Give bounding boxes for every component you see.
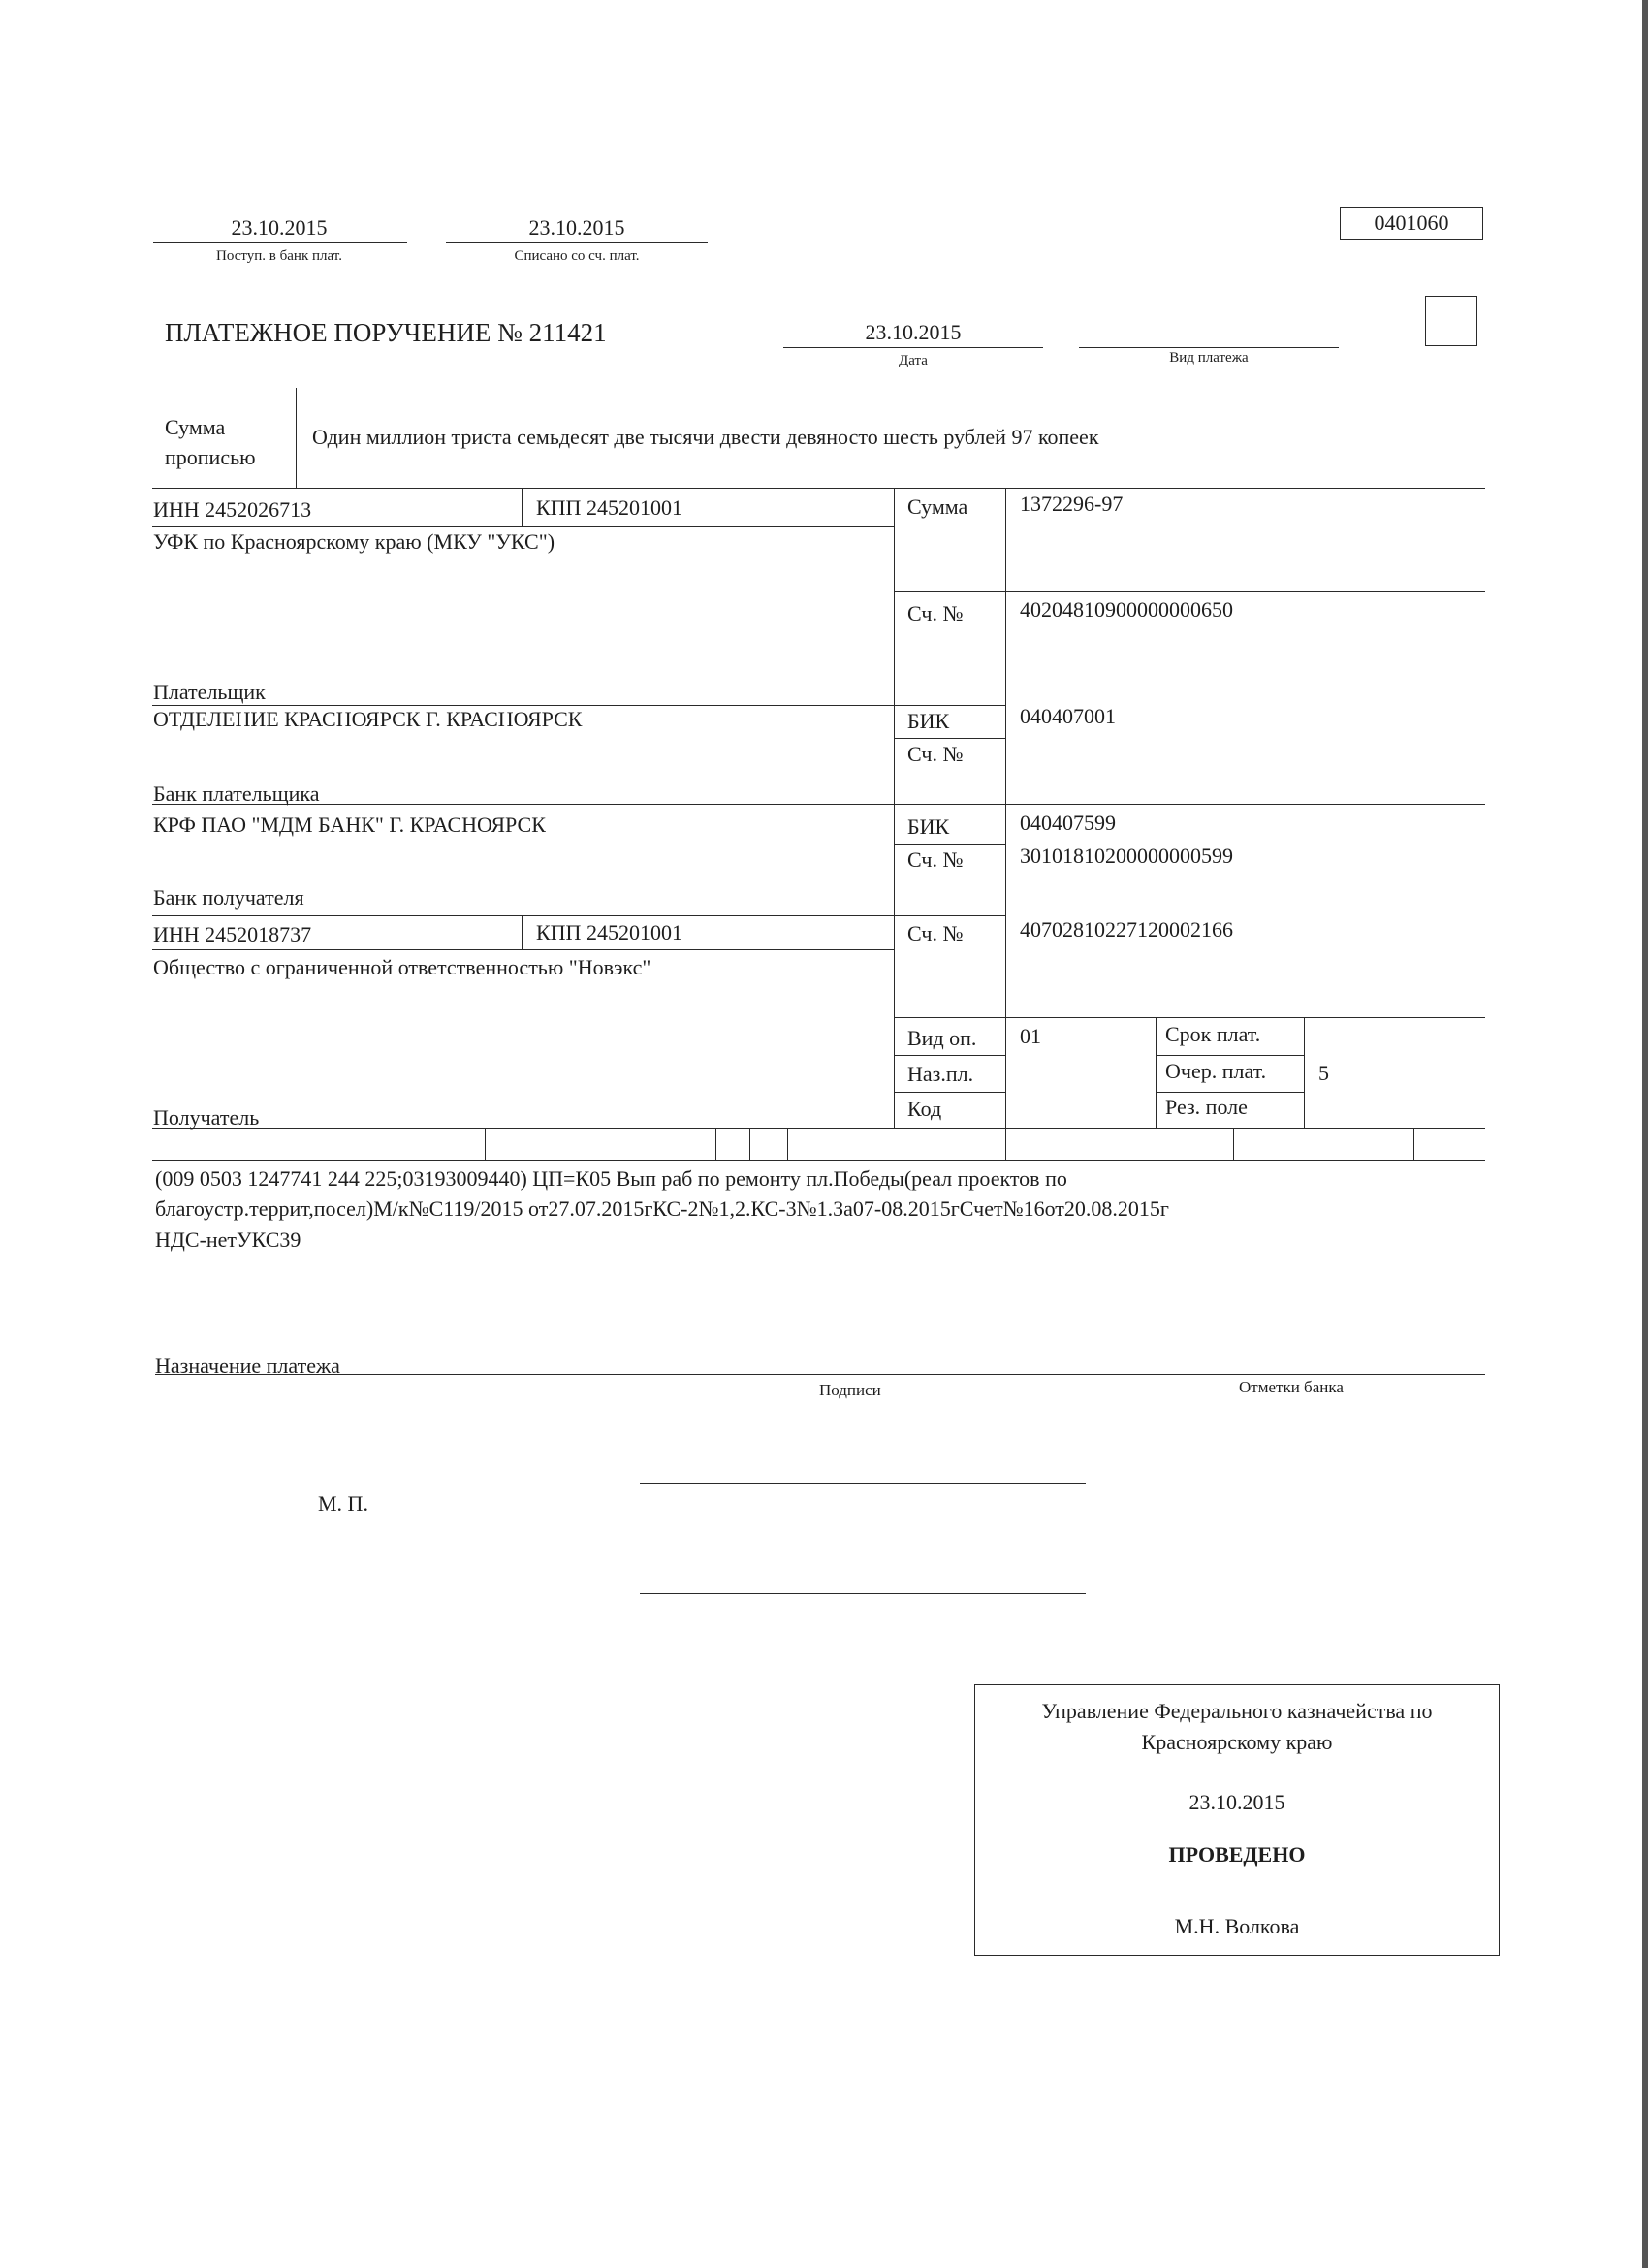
stamp-org-line-1: Управление Федерального казначейства по xyxy=(1041,1699,1433,1723)
date-received-line xyxy=(153,242,407,243)
recipient-account-value: 40702810227120002166 xyxy=(1020,917,1233,942)
payer-account-label: Сч. № xyxy=(907,601,964,625)
stamp-date: 23.10.2015 xyxy=(1188,1790,1285,1814)
purpose-line-1: (009 0503 1247741 244 225;03193009440) ЦП=К05 Вып раб по ремонту пл.Победы(реал проектов по xyxy=(155,1166,1067,1191)
recipient-account-label: Сч. № xyxy=(907,921,964,945)
recipient-bank-label: Банк получателя xyxy=(153,885,304,910)
status-box xyxy=(1425,296,1477,346)
recipient-bik-line xyxy=(894,844,1005,845)
budget-cell-4 xyxy=(787,1128,788,1160)
recipient-bank-account-value: 30101810200000000599 xyxy=(1020,844,1233,868)
codes-right-divider xyxy=(1304,1017,1305,1128)
recipient-label: Получатель xyxy=(153,1105,260,1130)
amount-words-value: Один миллион триста семьдесят две тысячи двести девяносто шесть рублей 97 копеек xyxy=(312,425,1099,449)
payer-bank-line xyxy=(152,804,1485,805)
date-received: 23.10.2015 xyxy=(231,215,328,240)
recipient-name: Общество с ограниченной ответственностью "Новэкс" xyxy=(153,955,651,979)
date-debited-label: Списано со сч. плат. xyxy=(514,248,640,264)
budget-cell-7 xyxy=(1413,1128,1414,1160)
payment-type-line xyxy=(1079,347,1339,348)
codes-mid-divider xyxy=(1156,1017,1157,1128)
payer-name: УФК по Красноярскому краю (МКУ "УКС") xyxy=(153,529,555,554)
recipient-kpp: КПП 245201001 xyxy=(536,920,682,944)
amount-words-label-1: Сумма xyxy=(165,415,226,439)
codes-top-line xyxy=(894,1017,1485,1018)
purpose-line xyxy=(155,1374,1485,1375)
grid-col-right xyxy=(1005,488,1006,1128)
document-title: ПЛАТЕЖНОЕ ПОРУЧЕНИЕ № 211421 xyxy=(165,318,607,347)
ocher-value: 5 xyxy=(1318,1061,1329,1085)
vid-op-label: Вид оп. xyxy=(907,1026,977,1050)
date-debited: 23.10.2015 xyxy=(528,215,625,240)
sum-label: Сумма xyxy=(907,495,968,519)
form-code-box: 0401060 xyxy=(1340,207,1483,240)
date-received-label: Поступ. в банк плат. xyxy=(216,248,342,264)
amount-words-label-2: прописью xyxy=(165,445,256,469)
payer-kpp: КПП 245201001 xyxy=(536,495,682,520)
recipient-inn: ИНН 2452018737 xyxy=(153,922,312,946)
naz-pl-label: Наз.пл. xyxy=(907,1062,974,1086)
signatures-label: Подписи xyxy=(819,1381,881,1399)
stamp-org-line-2: Красноярскому краю xyxy=(1141,1730,1333,1754)
grid-line-top xyxy=(152,488,1485,489)
date-debited-line xyxy=(446,242,708,243)
budget-cell-5 xyxy=(1005,1128,1006,1160)
payer-label: Плательщик xyxy=(153,680,266,704)
purpose-line-2: благоустр.террит,посел)М/к№С119/2015 от27.07.2015гКС-2№1,2.КС-3№1.За07-08.2015гСчет№16от20.08.2015г xyxy=(155,1197,1169,1221)
payer-line xyxy=(152,705,1005,706)
payer-inn-line xyxy=(152,526,894,527)
budget-cell-6 xyxy=(1233,1128,1234,1160)
recipient-bik-value: 040407599 xyxy=(1020,811,1116,835)
amount-words-divider xyxy=(296,388,297,488)
vid-op-line xyxy=(894,1055,1005,1056)
bank-marks-label: Отметки банка xyxy=(1239,1378,1344,1396)
payer-inn: ИНН 2452026713 xyxy=(153,497,312,522)
recipient-bank-account-label: Сч. № xyxy=(907,847,964,872)
payer-bik-line xyxy=(894,738,1005,739)
srok-line xyxy=(1156,1055,1304,1056)
order-date-label: Дата xyxy=(899,353,928,368)
payer-bank-name: ОТДЕЛЕНИЕ КРАСНОЯРСК Г. КРАСНОЯРСК xyxy=(153,707,583,731)
treasury-stamp xyxy=(974,1684,1500,1956)
payer-kpp-divider xyxy=(522,488,523,526)
budget-cell-1 xyxy=(485,1128,486,1160)
recipient-line xyxy=(152,1128,1485,1129)
recipient-bik-label: БИК xyxy=(907,815,950,839)
rez-label: Рез. поле xyxy=(1165,1095,1248,1119)
stamp-status: ПРОВЕДЕНО xyxy=(1168,1842,1306,1867)
ocher-label: Очер. плат. xyxy=(1165,1059,1267,1083)
naz-pl-line xyxy=(894,1092,1005,1093)
budget-row-line xyxy=(152,1160,1485,1161)
payer-bik-label: БИК xyxy=(907,709,950,733)
purpose-label: Назначение платежа xyxy=(155,1354,340,1378)
grid-col-left xyxy=(894,488,895,1128)
payment-type-label: Вид платежа xyxy=(1169,350,1249,366)
srok-label: Срок плат. xyxy=(1165,1022,1261,1046)
recipient-bank-name: КРФ ПАО "МДМ БАНК" Г. КРАСНОЯРСК xyxy=(153,813,546,837)
payer-account-value: 40204810900000000650 xyxy=(1020,597,1233,622)
order-date: 23.10.2015 xyxy=(865,320,962,344)
stamp-place-label: М. П. xyxy=(318,1491,368,1516)
signature-line-2 xyxy=(640,1593,1086,1594)
payer-bik-value: 040407001 xyxy=(1020,704,1116,728)
budget-cell-2 xyxy=(715,1128,716,1160)
payer-bank-label: Банк плательщика xyxy=(153,782,320,806)
recipient-bank-line xyxy=(152,915,1005,916)
payer-bank-account-label: Сч. № xyxy=(907,742,964,766)
signature-line-1 xyxy=(640,1483,1086,1484)
recipient-kpp-divider xyxy=(522,915,523,949)
purpose-line-3: НДС-нетУКС39 xyxy=(155,1228,301,1252)
vid-op-value: 01 xyxy=(1020,1024,1041,1048)
budget-cell-3 xyxy=(749,1128,750,1160)
kod-label: Код xyxy=(907,1097,942,1121)
order-date-line xyxy=(783,347,1043,348)
recipient-inn-line xyxy=(152,949,894,950)
sum-value: 1372296-97 xyxy=(1020,492,1124,516)
stamp-signer: М.Н. Волкова xyxy=(1174,1914,1300,1938)
scan-edge-shadow xyxy=(1642,0,1648,2268)
sum-line xyxy=(894,591,1485,592)
ocher-line xyxy=(1156,1092,1304,1093)
